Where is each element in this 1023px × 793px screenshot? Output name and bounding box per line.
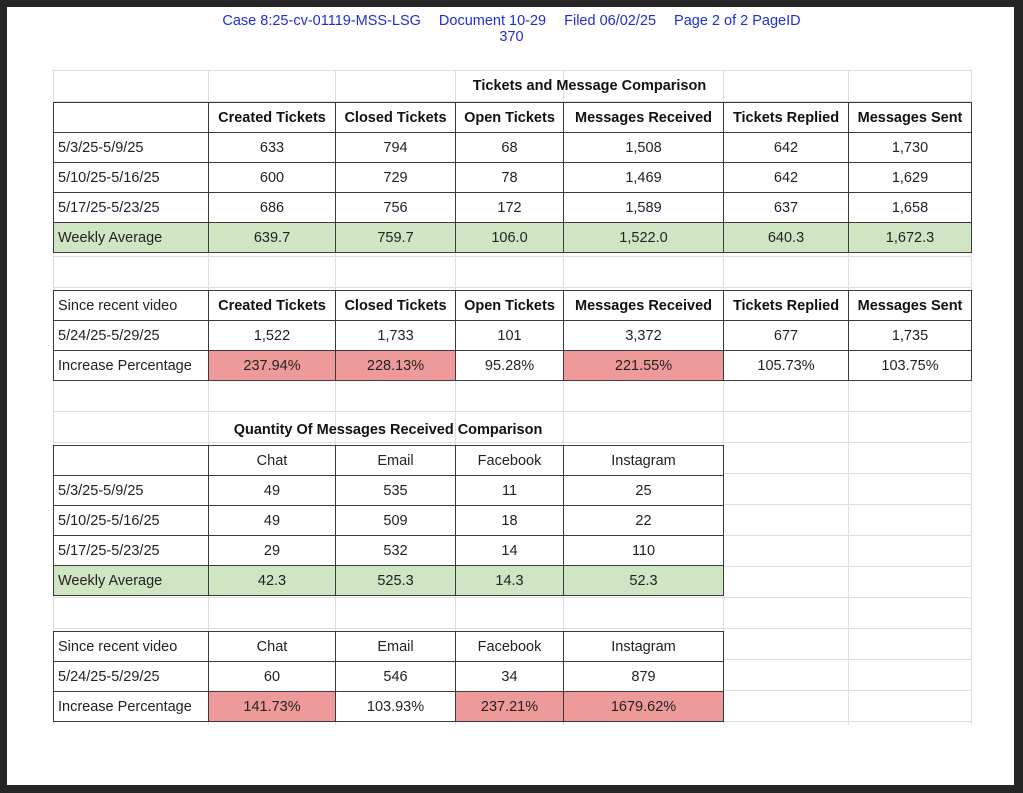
- table-cell: 68: [456, 133, 564, 163]
- tickets-table-title: Tickets and Message Comparison: [472, 78, 707, 94]
- column-header: Messages Sent: [849, 291, 972, 321]
- column-header: Facebook: [456, 632, 564, 662]
- table-cell: 1,469: [564, 163, 724, 193]
- filed-date: Filed 06/02/25: [564, 13, 657, 29]
- table-cell: 637: [724, 193, 849, 223]
- table-row: [54, 476, 724, 506]
- messages-comparison-table: [53, 445, 724, 596]
- table-header-row: [54, 291, 972, 321]
- increase-cell: 103.75%: [849, 351, 972, 381]
- column-header: Chat: [209, 446, 336, 476]
- column-header: Messages Sent: [849, 103, 972, 133]
- weekly-average-row: [54, 223, 972, 253]
- document-number: Document 10-29: [438, 13, 547, 29]
- table-cell: 729: [336, 163, 456, 193]
- table-cell: 642: [724, 163, 849, 193]
- increase-cell: 105.73%: [724, 351, 849, 381]
- table-cell: 1,629: [849, 163, 972, 193]
- table-cell: 1,589: [564, 193, 724, 223]
- table-cell: 1,733: [336, 321, 456, 351]
- increase-cell: 141.73%: [209, 692, 336, 722]
- row-label: 5/10/25-5/16/25: [54, 163, 209, 193]
- increase-cell: 237.21%: [456, 692, 564, 722]
- table-cell: 172: [456, 193, 564, 223]
- table-cell: 34: [456, 662, 564, 692]
- table-cell: 1,522: [209, 321, 336, 351]
- table-header-row: [54, 446, 724, 476]
- table-header-row: [54, 103, 972, 133]
- messages-table-title: Quantity Of Messages Received Comparison: [233, 422, 543, 438]
- row-label: 5/17/25-5/23/25: [54, 536, 209, 566]
- row-label: Since recent video: [54, 291, 209, 321]
- column-header: Open Tickets: [456, 291, 564, 321]
- table-cell: 532: [336, 536, 456, 566]
- increase-cell: 95.28%: [456, 351, 564, 381]
- row-label: Weekly Average: [54, 566, 209, 596]
- table-cell: 1,735: [849, 321, 972, 351]
- table-cell: 42.3: [209, 566, 336, 596]
- table-cell: 101: [456, 321, 564, 351]
- column-header: Closed Tickets: [336, 103, 456, 133]
- increase-percentage-row: [54, 351, 972, 381]
- table-cell: 52.3: [564, 566, 724, 596]
- table-cell: 14: [456, 536, 564, 566]
- table-cell: 639.7: [209, 223, 336, 253]
- table-row: [54, 321, 972, 351]
- table-cell: 29: [209, 536, 336, 566]
- table-cell: 677: [724, 321, 849, 351]
- page-id: 370: [499, 29, 524, 45]
- messages-recent-table: [53, 631, 724, 722]
- table-cell: 110: [564, 536, 724, 566]
- table-cell: 1,730: [849, 133, 972, 163]
- blank-cell: [54, 103, 209, 133]
- table-cell: 106.0: [456, 223, 564, 253]
- table-cell: 525.3: [336, 566, 456, 596]
- table-cell: 1,508: [564, 133, 724, 163]
- table-row: [54, 506, 724, 536]
- table-cell: 546: [336, 662, 456, 692]
- table-row: [54, 662, 724, 692]
- table-cell: 633: [209, 133, 336, 163]
- increase-percentage-row: [54, 692, 724, 722]
- table-cell: 14.3: [456, 566, 564, 596]
- table-cell: 1,658: [849, 193, 972, 223]
- column-header: Open Tickets: [456, 103, 564, 133]
- table-row: [54, 193, 972, 223]
- row-label: 5/10/25-5/16/25: [54, 506, 209, 536]
- increase-cell: 103.93%: [336, 692, 456, 722]
- table-cell: 18: [456, 506, 564, 536]
- table-cell: 22: [564, 506, 724, 536]
- table-cell: 49: [209, 506, 336, 536]
- row-label: Increase Percentage: [54, 351, 209, 381]
- column-header: Tickets Replied: [724, 103, 849, 133]
- court-header: [0, 13, 1023, 45]
- column-header: Created Tickets: [209, 291, 336, 321]
- column-header: Messages Received: [564, 291, 724, 321]
- table-cell: 509: [336, 506, 456, 536]
- row-label: Increase Percentage: [54, 692, 209, 722]
- table-row: [54, 133, 972, 163]
- table-cell: 78: [456, 163, 564, 193]
- table-cell: 3,372: [564, 321, 724, 351]
- row-label: 5/17/25-5/23/25: [54, 193, 209, 223]
- table-cell: 686: [209, 193, 336, 223]
- row-label: Weekly Average: [54, 223, 209, 253]
- row-label: 5/24/25-5/29/25: [54, 662, 209, 692]
- table-cell: 11: [456, 476, 564, 506]
- tickets-recent-table: [53, 290, 972, 381]
- table-row: [54, 163, 972, 193]
- table-header-row: [54, 632, 724, 662]
- table-cell: 1,522.0: [564, 223, 724, 253]
- blank-cell: [54, 446, 209, 476]
- table-cell: 49: [209, 476, 336, 506]
- case-number: Case 8:25-cv-01119-MSS-LSG: [222, 13, 421, 29]
- table-cell: 879: [564, 662, 724, 692]
- increase-cell: 237.94%: [209, 351, 336, 381]
- column-header: Email: [336, 446, 456, 476]
- column-header: Email: [336, 632, 456, 662]
- column-header: Instagram: [564, 446, 724, 476]
- increase-cell: 1679.62%: [564, 692, 724, 722]
- column-header: Closed Tickets: [336, 291, 456, 321]
- page-info: Page 2 of 2 PageID: [674, 13, 801, 29]
- row-label: 5/24/25-5/29/25: [54, 321, 209, 351]
- table-row: [54, 536, 724, 566]
- table-cell: 794: [336, 133, 456, 163]
- column-header: Tickets Replied: [724, 291, 849, 321]
- table-cell: 535: [336, 476, 456, 506]
- column-header: Messages Received: [564, 103, 724, 133]
- tickets-comparison-table: [53, 102, 972, 253]
- table-cell: 25: [564, 476, 724, 506]
- column-header: Instagram: [564, 632, 724, 662]
- table-cell: 60: [209, 662, 336, 692]
- table-cell: 642: [724, 133, 849, 163]
- column-header: Chat: [209, 632, 336, 662]
- row-label: 5/3/25-5/9/25: [54, 133, 209, 163]
- column-header: Facebook: [456, 446, 564, 476]
- increase-cell: 228.13%: [336, 351, 456, 381]
- table-cell: 1,672.3: [849, 223, 972, 253]
- row-label: Since recent video: [54, 632, 209, 662]
- table-cell: 600: [209, 163, 336, 193]
- weekly-average-row: [54, 566, 724, 596]
- table-cell: 756: [336, 193, 456, 223]
- increase-cell: 221.55%: [564, 351, 724, 381]
- table-cell: 640.3: [724, 223, 849, 253]
- column-header: Created Tickets: [209, 103, 336, 133]
- row-label: 5/3/25-5/9/25: [54, 476, 209, 506]
- table-cell: 759.7: [336, 223, 456, 253]
